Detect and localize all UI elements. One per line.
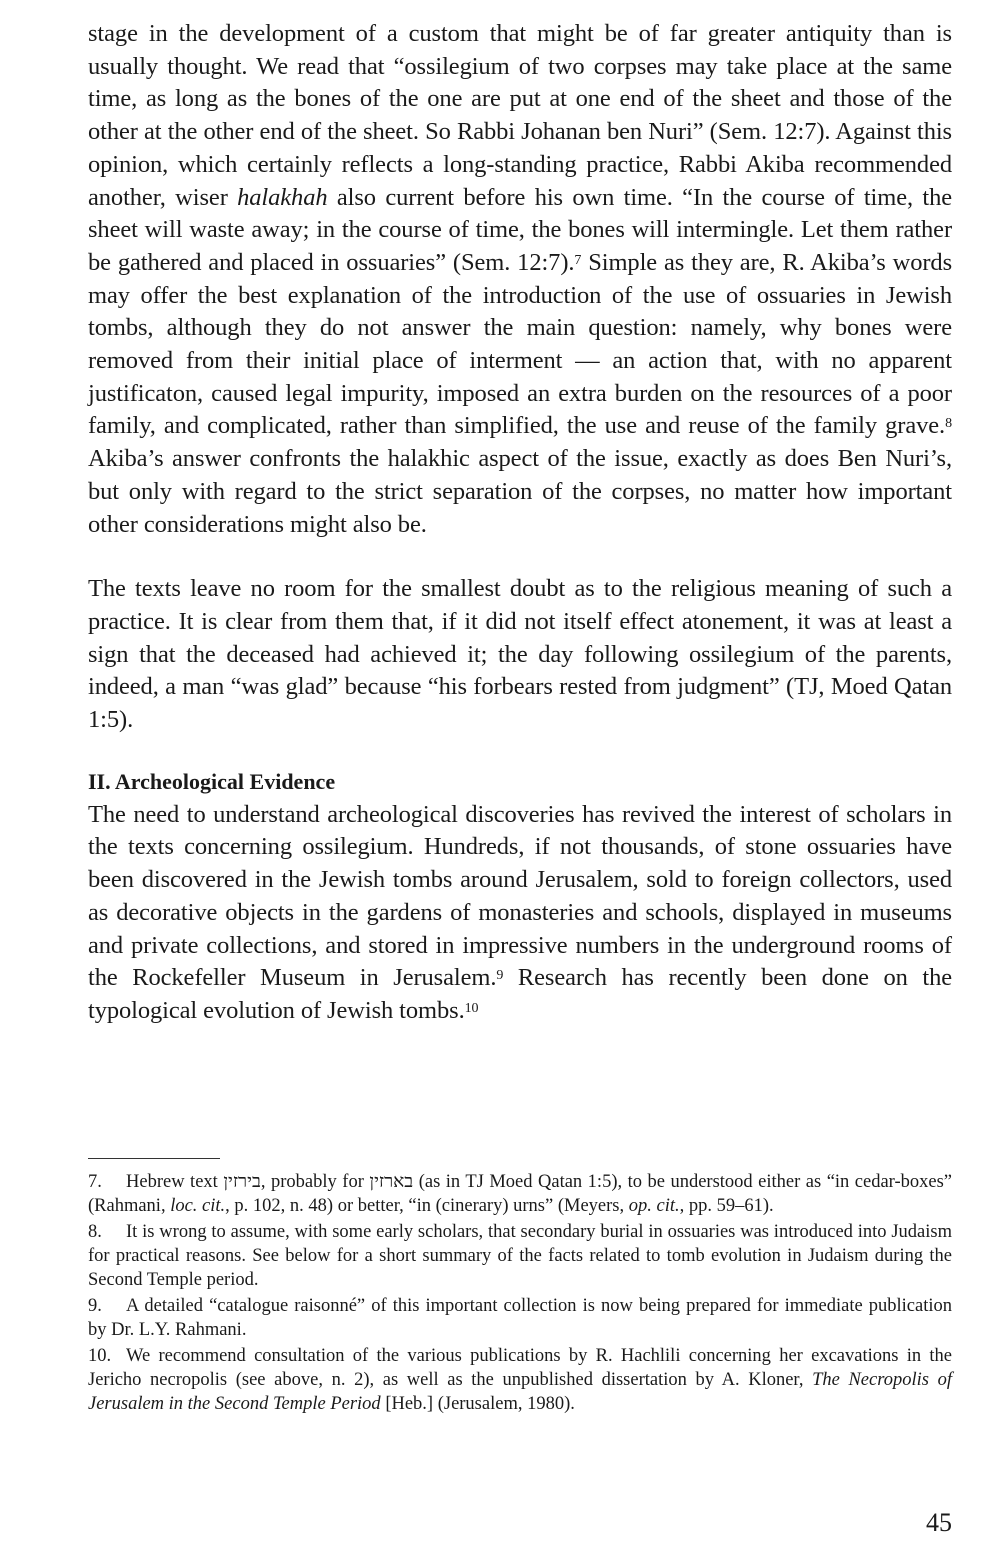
footnote-ref-9[interactable]: 9 bbox=[496, 968, 504, 984]
paragraph-2: The texts leave no room for the smallest doubt as to the religious meaning of such a practice. It is clear from them that, if it did not itself effect atonement, it was at least a sign that the deceased had achieved it; the day following ossilegium of the parents, indeed, a man “was glad” because “his forbears rested from judgment” (TJ, Moed Qatan 1:5). bbox=[88, 575, 952, 734]
footnote-7: 7. Hebrew text בירזין, probably for בארזין (as in TJ Moed Qatan 1:5), to be understood either as “in cedar-boxes” (Rahmani, loc. cit., p. 102, n. 48) or better, “in (cinerary) urns” (Meyers, op. cit., pp. 59–61). bbox=[88, 1172, 953, 1216]
paragraph-3: The need to understand archeological discoveries has revived the interest of scholars in the texts concerning ossilegium. Hundreds, if not thousands, of stone ossuaries have been discovered in the Jewish tombs around Jerusalem, sold to foreign collectors, used as decorative objects in the gardens of monasteries and schools, displayed in museums and private collections, and stored in impressive numbers in the underground rooms of the Rockefeller Museum in Jerusalem.$^9$ Research has recently been done on the typological evolution of Jewish tombs.$^{10}$ bbox=[88, 800, 952, 1024]
footnote-ref-10[interactable]: 10 bbox=[464, 1000, 479, 1016]
footnote-ref-8[interactable]: 8 bbox=[945, 416, 952, 432]
footnote-10: 10. We recommend consultation of the various publications by R. Hachlili concerning her excavations in the Jericho necropolis (see above, n. 2), as well as the unpublished dissertation by A. Kloner, The Necropolis of Jerusalem in the Second Temple Period [Heb.] (Jerusalem, 1980). bbox=[88, 1346, 952, 1414]
footnote-9: 9. A detailed “catalogue raisonné” of this important collection is now being prepared for immediate publication by Dr. L.Y. Rahmani. bbox=[88, 1296, 952, 1340]
section-heading: II. Archeological Evidence bbox=[88, 768, 336, 794]
footnote-8: 8. It is wrong to assume, with some early scholars, that secondary burial in ossuaries was introduced into Judaism for practical reasons. See below for a short summary of the facts related to tomb evolution in Judaism during the Second Temple period. bbox=[88, 1222, 952, 1290]
page-number: 45 bbox=[926, 1508, 952, 1537]
paragraph-1: stage in the development of a custom that might be of far greater antiquity than is usually thought. We read that “ossilegium of two corpses may take place at the same time, as long as the bones of the one are put at one end of the sheet and those of the other at the other end of the sheet. So Rabbi Johanan ben Nuri” (Sem. 12:7). Against this opinion, which certainly reflects a long-standing practice, Rabbi Akiba recommended another, wiser halakhah also current before his own time. “In the course of time, the sheet will waste away; in the course of time, the bones will intermingle. Let them rather be gathered and placed in ossuaries” (Sem. 12:7).$^7$ Simple as they are, R. Akiba’s words may offer the best explanation of the introduction of the use of ossuaries in Jewish tombs, although they do not answer the main question: namely, why bones were removed from their initial place of interment — an action that, with no apparent justificaton, caused legal impurity, imposed an extra burden on the resources of a poor family, and complicated, rather than simplified, the use and reuse of the family grave.$^8$ Akiba’s answer confronts the halakhic aspect of the issue, exactly as does Ben Nuri’s, but only with regard to the strict separation of the corpses, no matter how important other considerations might also be. bbox=[88, 20, 953, 538]
italic-term: halakhah bbox=[237, 183, 328, 211]
main-text bbox=[88, 18, 952, 1028]
footnotes bbox=[88, 1170, 952, 1418]
footnote-divider bbox=[88, 1158, 220, 1159]
footnote-ref-7[interactable]: 7 bbox=[574, 252, 582, 268]
